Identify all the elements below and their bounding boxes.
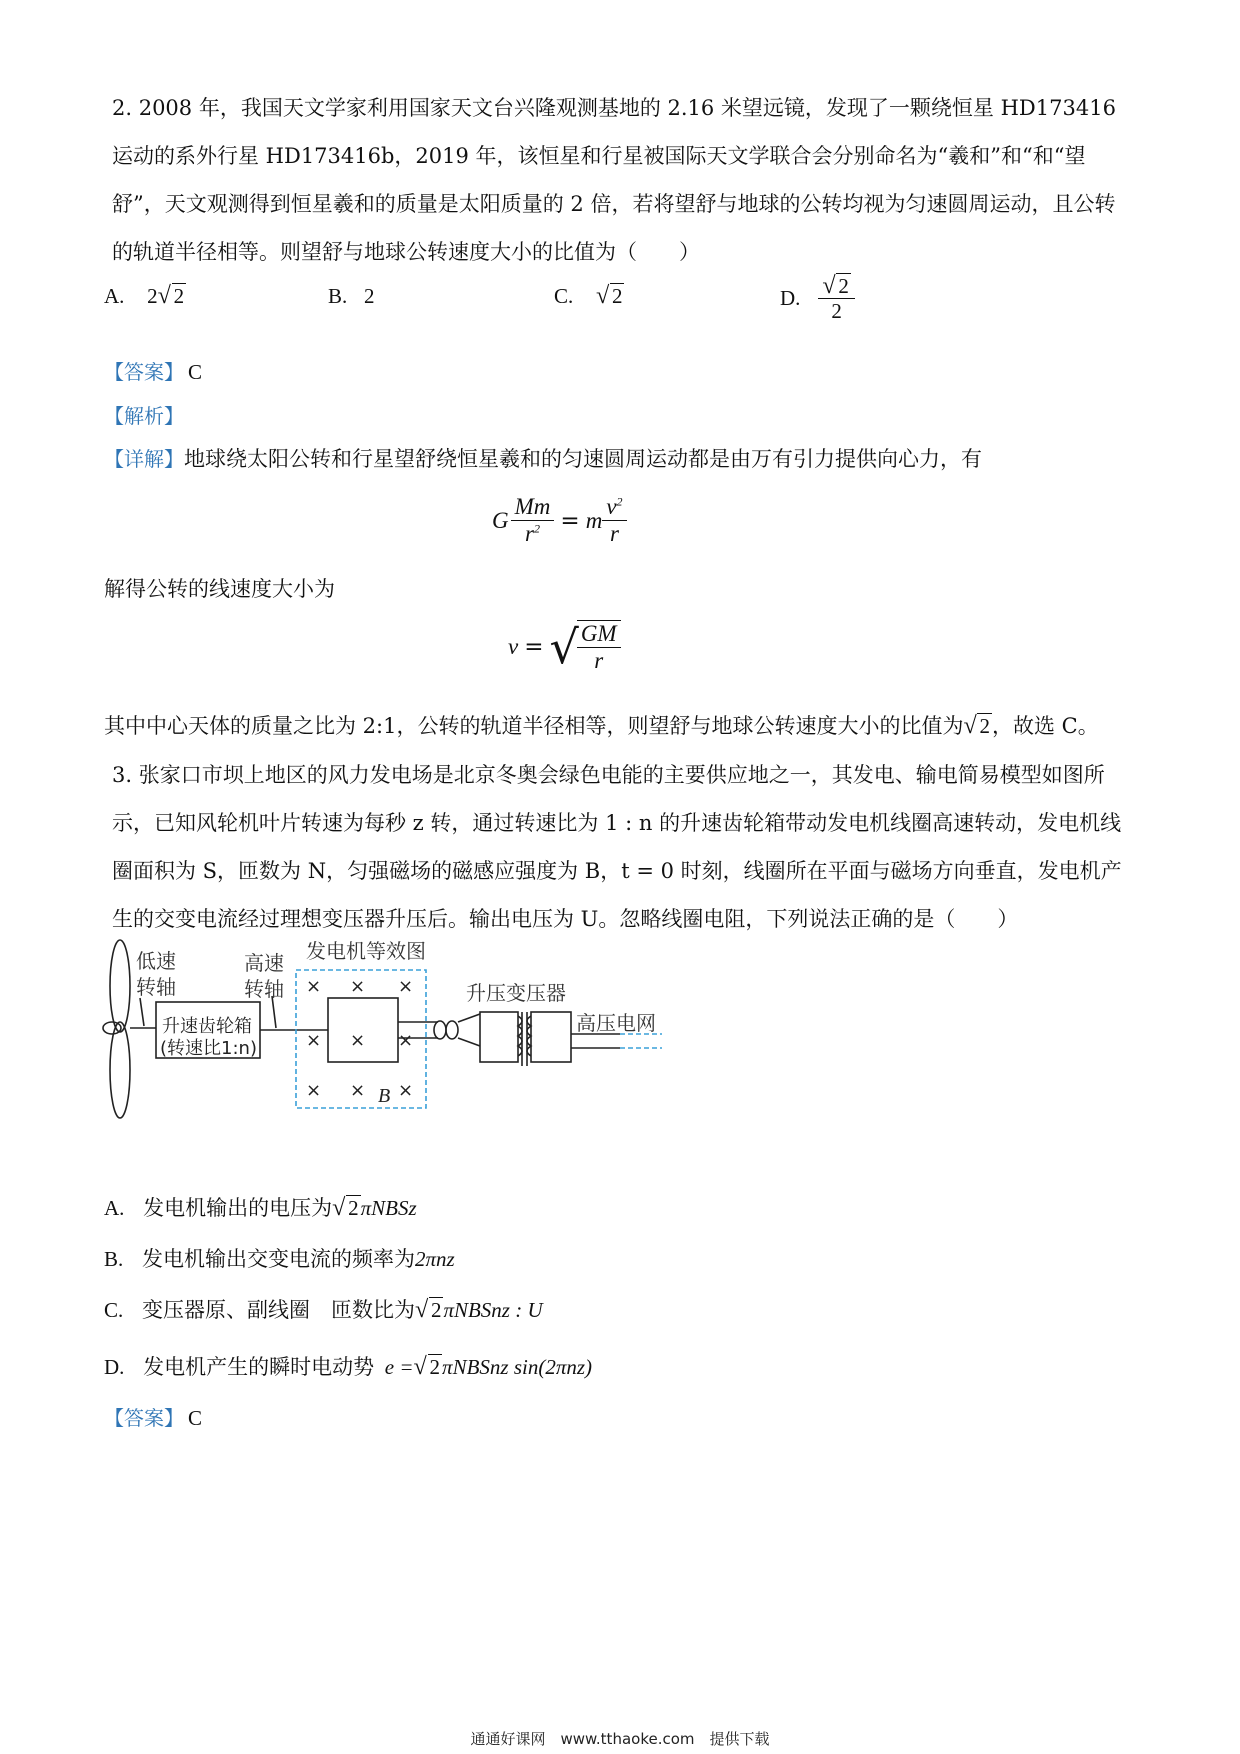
q2-option-b[interactable]: B. 2 [328,284,375,308]
field-cross: × [398,1030,414,1051]
turbine-blade-upper [110,940,130,1032]
q2-option-a[interactable]: A. 2 √ 2 [104,282,185,309]
sqrt-symbol: √ 2 [963,712,990,739]
sqrt-symbol: √ 2 [332,1194,359,1221]
q2-option-d[interactable]: D. √ 2 2 [780,274,855,323]
label-low-speed: 低速 [136,949,176,973]
sqrt-symbol: √ 2 [595,282,623,309]
label-grid: 高压电网 [576,1011,656,1035]
label-generator-title: 发电机等效图 [306,939,426,963]
q3-option-d[interactable]: D. 发电机产生的瞬时电动势 e = √ 2πNBSnz sin(2πnz) [104,1353,593,1380]
q3-answer: 【答案】 C [104,1406,203,1430]
equation-velocity: v = √ $\frac{GM}{r}$ [508,620,621,675]
label-low-speed-shaft: 转轴 [136,975,176,999]
field-cross: × [350,976,366,997]
label-field-b: B [378,1085,391,1107]
q3-option-c[interactable]: C. 变压器原、副线圈 匝数比为 √ 2πNBSnz : U [104,1296,543,1323]
sqrt-symbol: √ 2 [414,1296,442,1323]
q3-stem: 3. 张家口市坝上地区的风力发电场是北京冬奥会绿色电能的主要供应地之一，其发电、输电简易模型如图所示，已知风轮机叶片转速为每秒 z 转，通过转速比为 1 : n 的升速齿轮箱带动发电机线圈高速转动，发电机线圈面积为 S，匝数为 N，匀强磁场的磁感应强度为 B，t = 0 时刻，线圈所在平面与磁场方向垂直，发电机产生的交变电流经过理想变压器升压后。输出电压为 U。忽略线圈电阻，下列说法正确的是（ ） [112,763,1122,931]
label-high-speed: 高速 [244,951,284,975]
q2-solve-text: 解得公转的线速度大小为 [104,577,335,601]
field-cross: × [398,976,414,997]
field-cross: × [306,1080,322,1101]
q2-answer: 【答案】 C [104,360,203,384]
field-cross: × [350,1080,366,1101]
field-cross: × [398,1080,414,1101]
sqrt-symbol: √ [549,620,579,675]
sqrt-symbol: √ 2 [413,1353,441,1380]
turbine-blade-lower [110,1022,130,1118]
q3-option-b[interactable]: B. 发电机输出交变电流的频率为2πnz [104,1247,455,1271]
sqrt-symbol: √ 2 [822,272,849,299]
label-gear-ratio: (转速比1:n) [160,1038,257,1059]
q2-conclusion: 其中中心天体的质量之比为 2:1，公转的轨道半径相等，则望舒与地球公转速度大小的比值为 √ 2，故选 C。 [104,712,1099,739]
q2-detail: 【详解】地球绕太阳公转和行星望舒绕恒星羲和的匀速圆周运动都是由万有引力提供向心力，有 [104,447,982,471]
label-transformer: 升压变压器 [466,981,566,1005]
field-cross: × [306,1030,322,1051]
q2-stem: 2. 2008 年，我国天文学家利用国家天文台兴隆观测基地的 2.16 米望远镜，发现了一颗绕恒星 HD173416 运动的系外行星 HD173416b，2019 年，该恒星和行星被国际天文学联合会分别命名为“羲和”和“和“望舒”，天文观测得到恒星羲和的质量是太阳质量的 2 倍，若将望舒与地球的公转均视为匀速圆周运动，且公转的轨道半径相等。则望舒与地球公转速度大小的比值为（ ） [112,96,1116,264]
q2-option-c[interactable]: C. √ 2 [554,282,623,309]
wind-power-figure [100,938,680,1138]
field-cross: × [306,976,322,997]
sqrt-symbol: √ 2 [157,282,185,309]
label-gearbox: 升速齿轮箱 [162,1016,252,1037]
label-high-speed-shaft: 转轴 [244,977,284,1001]
field-cross: × [350,1030,366,1051]
q2-analysis-tag: 【解析】 [104,404,184,428]
equation-gravitation: G $\frac{Mm}{r^2}$ = m $\frac{v^2}{r}$ [492,494,627,548]
q3-option-a[interactable]: A. 发电机输出的电压为 √ 2πNBSz [104,1194,417,1221]
page-footer: 通通好课网 www.tthaoke.com 提供下载 [470,1730,770,1748]
